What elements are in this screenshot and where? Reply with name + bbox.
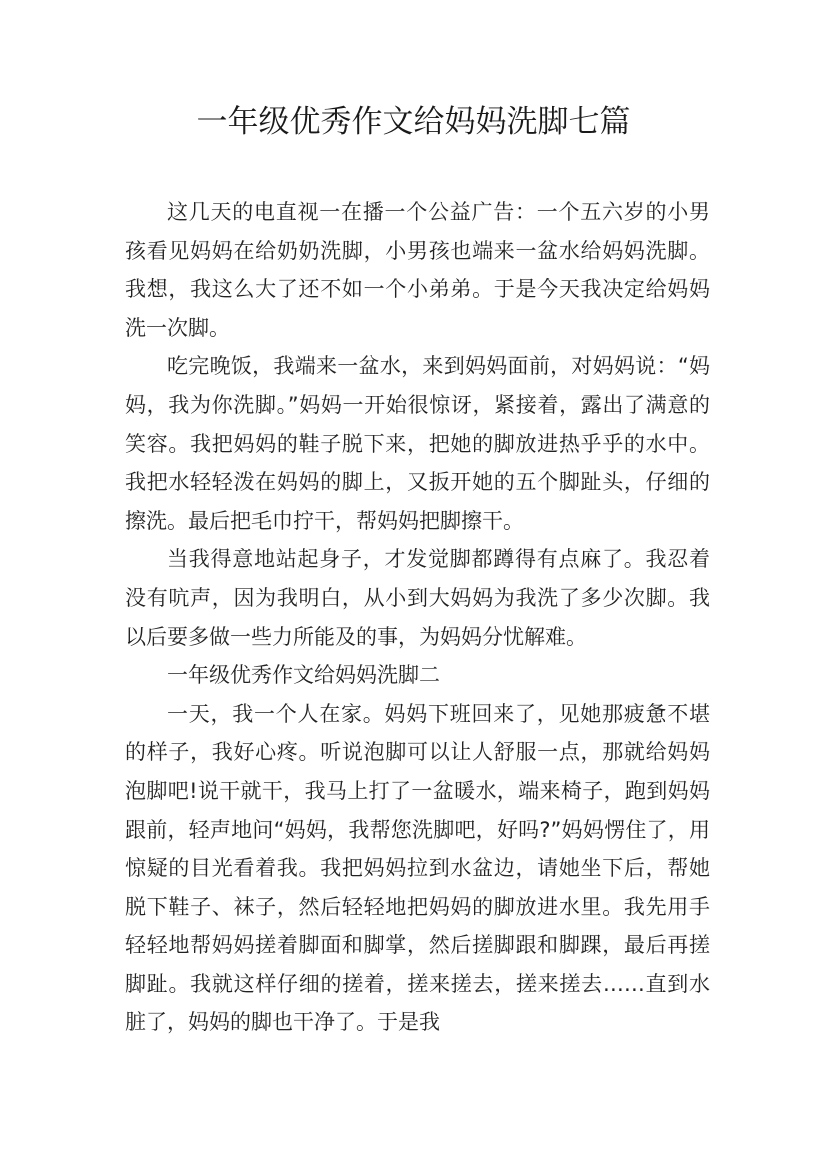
section-heading-2: 一年级优秀作文给妈妈洗脚二 [167, 663, 440, 688]
paragraph-3: 当我得意地站起身子，才发觉脚都蹲得有点麻了。我忍着没有吭声，因为我明白，从小到大妈妈为我洗了多少次脚。我以后要多做一些力所能及的事，为妈妈分忧解难。 [125, 547, 710, 649]
paragraph-2: 吃完晚饭，我端来一盆水，来到妈妈面前，对妈妈说：“妈妈，我为你洗脚。”妈妈一开始很惊讶，紧接着，露出了满意的笑容。我把妈妈的鞋子脱下来，把她的脚放进热乎乎的水中。我把水轻轻泼在妈妈的脚上，又扳开她的五个脚趾头，仔细的擦洗。最后把毛巾拧干，帮妈妈把脚擦干。 [125, 354, 710, 533]
paragraph-1: 这几天的电直视一在播一个公益广告：一个五六岁的小男孩看见妈妈在给奶奶洗脚，小男孩也端来一盆水给妈妈洗脚。我想，我这么大了还不如一个小弟弟。于是今天我决定给妈妈洗一次脚。 [125, 200, 710, 340]
document-body [125, 193, 710, 1042]
paragraph-4: 一天，我一个人在家。妈妈下班回来了，见她那疲惫不堪的样子，我好心疼。听说泡脚可以让人舒服一点，那就给妈妈泡脚吧!说干就干，我马上打了一盆暖水，端来椅子，跑到妈妈跟前，轻声地问“妈妈，我帮您洗脚吧，好吗?”妈妈愣住了，用惊疑的目光看着我。我把妈妈拉到水盆边，请她坐下后，帮她脱下鞋子、袜子，然后轻轻地把妈妈的脚放进水里。我先用手轻轻地帮妈妈搓着脚面和脚掌，然后搓脚跟和脚踝，最后再搓脚趾。我就这样仔细的搓着，搓来搓去，搓来搓去……直到水脏了，妈妈的脚也干净了。于是我 [125, 701, 710, 1035]
document-title: 一年级优秀作文给妈妈洗脚七篇 [196, 104, 631, 140]
